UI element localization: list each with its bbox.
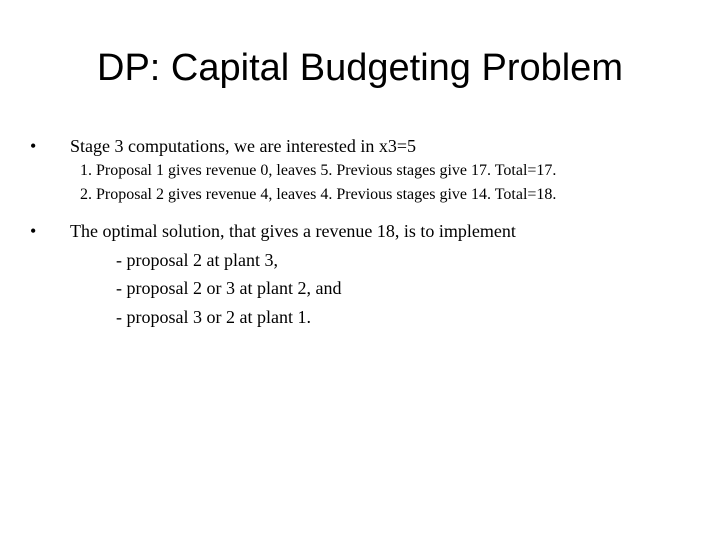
proposal-1-result: 1. Proposal 1 gives revenue 0, leaves 5. Previous stages give 17. Total=17.: [80, 162, 557, 179]
bullet-marker: •: [30, 136, 37, 156]
solution-plant-3: - proposal 2 at plant 3,: [116, 250, 278, 270]
bullet-optimal-solution: [30, 219, 516, 243]
bullet-text: Stage 3 computations, we are interested in x3=5: [70, 136, 417, 156]
bullet-text: The optimal solution, that gives a revenue 18, is to implement: [70, 221, 516, 241]
solution-plant-2: - proposal 2 or 3 at plant 2, and: [116, 278, 342, 298]
solution-plant-1: - proposal 3 or 2 at plant 1.: [116, 307, 311, 327]
proposal-2-result: 2. Proposal 2 gives revenue 4, leaves 4. Previous stages give 14. Total=18.: [80, 186, 557, 203]
slide-title: DP: Capital Budgeting Problem: [97, 47, 623, 89]
bullet-marker: •: [30, 221, 37, 241]
bullet-stage3: [30, 134, 416, 158]
